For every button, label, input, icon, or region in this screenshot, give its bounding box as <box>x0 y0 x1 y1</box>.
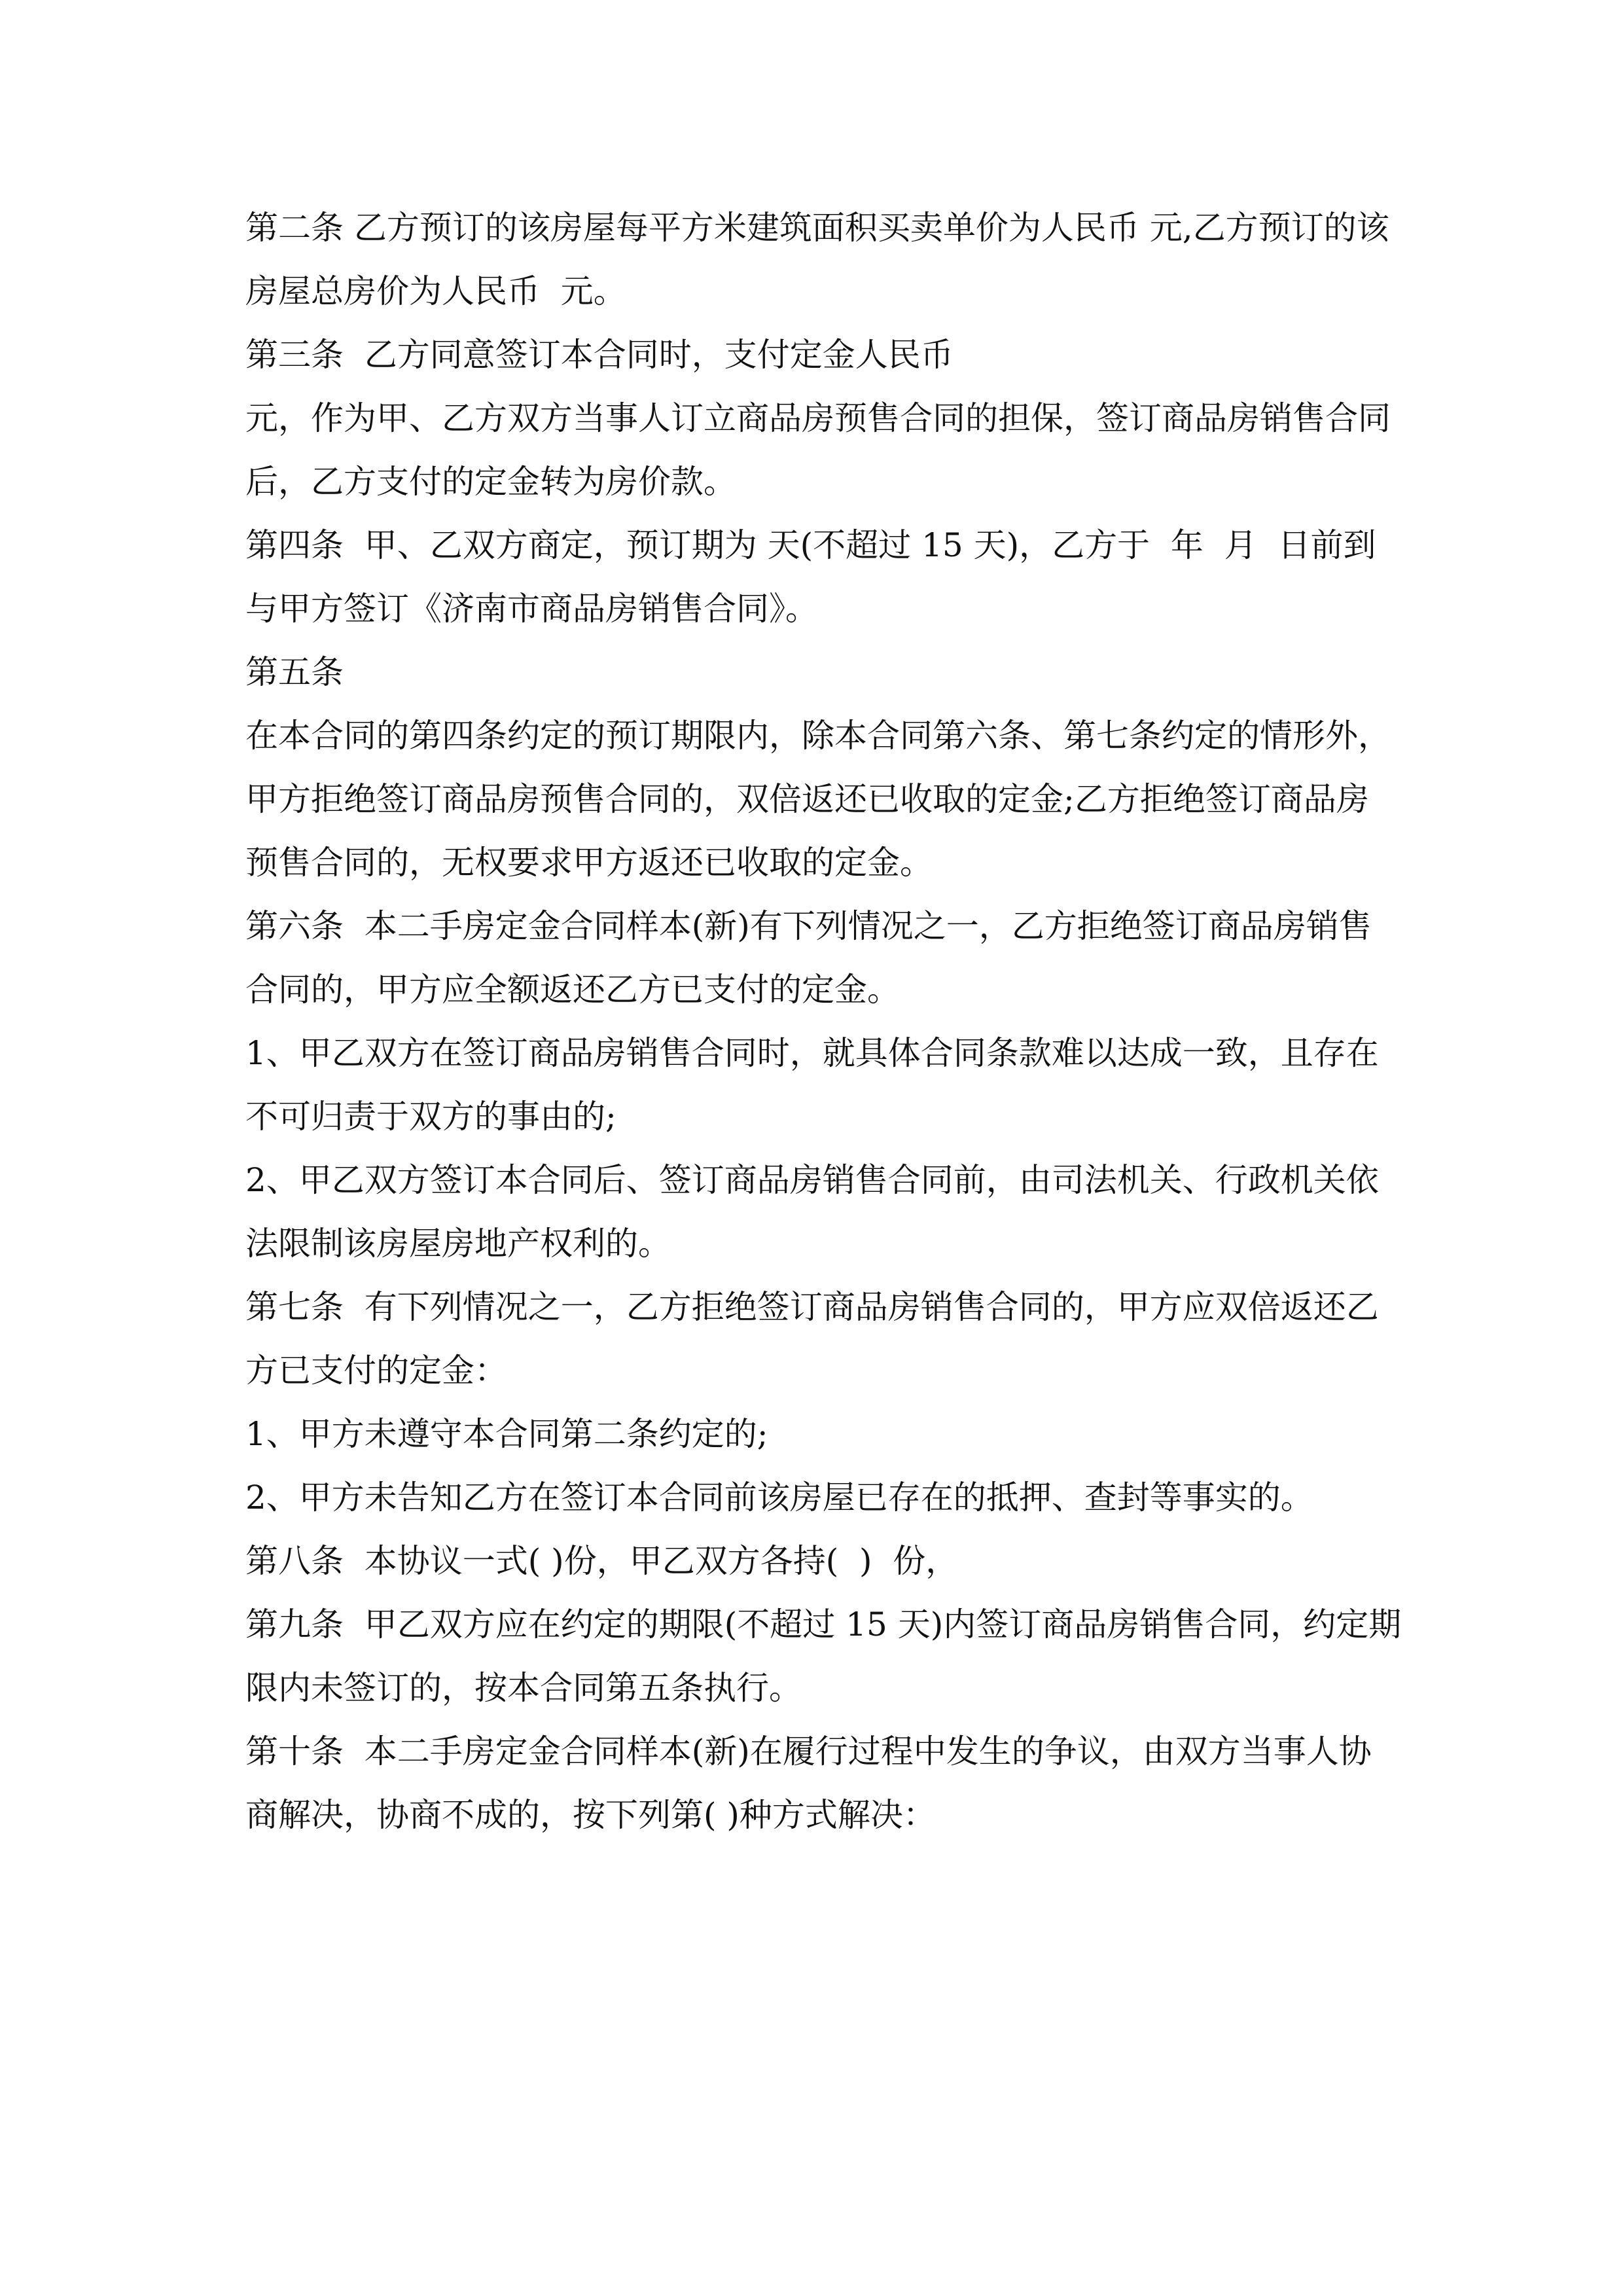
text-line: 第九条 甲乙双方应在约定的期限(不超过 15 天)内签订商品房销售合同，约定期 <box>245 1605 1402 1643</box>
text-line: 第二条 乙方预订的该房屋每平方米建筑面积买卖单价为人民币 元,乙方预订的该 <box>245 209 1389 247</box>
text-line: 第五条 <box>245 653 344 691</box>
text-line: 2、甲方未告知乙方在签订本合同前该房屋已存在的抵押、查封等事实的。 <box>245 1479 1313 1516</box>
text-line: 与甲方签订《济南市商品房销售合同》。 <box>245 590 818 628</box>
text-line: 在本合同的第四条约定的预订期限内，除本合同第六条、第七条约定的情形外， <box>245 717 1391 755</box>
text-line: 第三条 乙方同意签订本合同时，支付定金人民币 <box>245 336 954 374</box>
text-line: 预售合同的，无权要求甲方返还已收取的定金。 <box>245 844 933 882</box>
text-line: 商解决，协商不成的，按下列第( )种方式解决： <box>245 1796 936 1834</box>
text-line: 法限制该房屋房地产权利的。 <box>245 1225 671 1263</box>
contract-body <box>245 196 1402 1847</box>
text-line: 房屋总房价为人民币 元。 <box>245 272 626 310</box>
text-line: 1、甲乙双方在签订商品房销售合同时，就具体合同条款难以达成一致，且存在 <box>245 1034 1379 1072</box>
text-line: 第八条 本协议一式( )份，甲乙双方各持( ) 份， <box>245 1542 959 1580</box>
text-line: 方已支付的定金： <box>245 1352 507 1390</box>
text-line: 不可归责于双方的事由的; <box>245 1098 616 1136</box>
text-line: 元，作为甲、乙方双方当事人订立商品房预售合同的担保，签订商品房销售合同 <box>245 399 1391 437</box>
text-line: 甲方拒绝签订商品房预售合同的，双倍返还已收取的定金;乙方拒绝签订商品房 <box>245 780 1369 818</box>
text-line: 第七条 有下列情况之一，乙方拒绝签订商品房销售合同的，甲方应双倍返还乙 <box>245 1288 1379 1326</box>
text-line: 1、甲方未遵守本合同第二条约定的; <box>245 1415 768 1453</box>
text-line: 限内未签订的，按本合同第五条执行。 <box>245 1669 802 1707</box>
text-line: 合同的，甲方应全额返还乙方已支付的定金。 <box>245 971 900 1009</box>
text-line: 2、甲乙双方签订本合同后、签订商品房销售合同前，由司法机关、行政机关依 <box>245 1161 1379 1199</box>
text-line: 后，乙方支付的定金转为房价款。 <box>245 463 736 501</box>
text-line: 第十条 本二手房定金合同样本(新)在履行过程中发生的争议，由双方当事人协 <box>245 1732 1372 1770</box>
text-line: 第六条 本二手房定金合同样本(新)有下列情况之一，乙方拒绝签订商品房销售 <box>245 907 1372 945</box>
text-line: 第四条 甲、乙双方商定，预订期为 天(不超过 15 天)，乙方于 年 月 日前到 <box>245 526 1376 564</box>
